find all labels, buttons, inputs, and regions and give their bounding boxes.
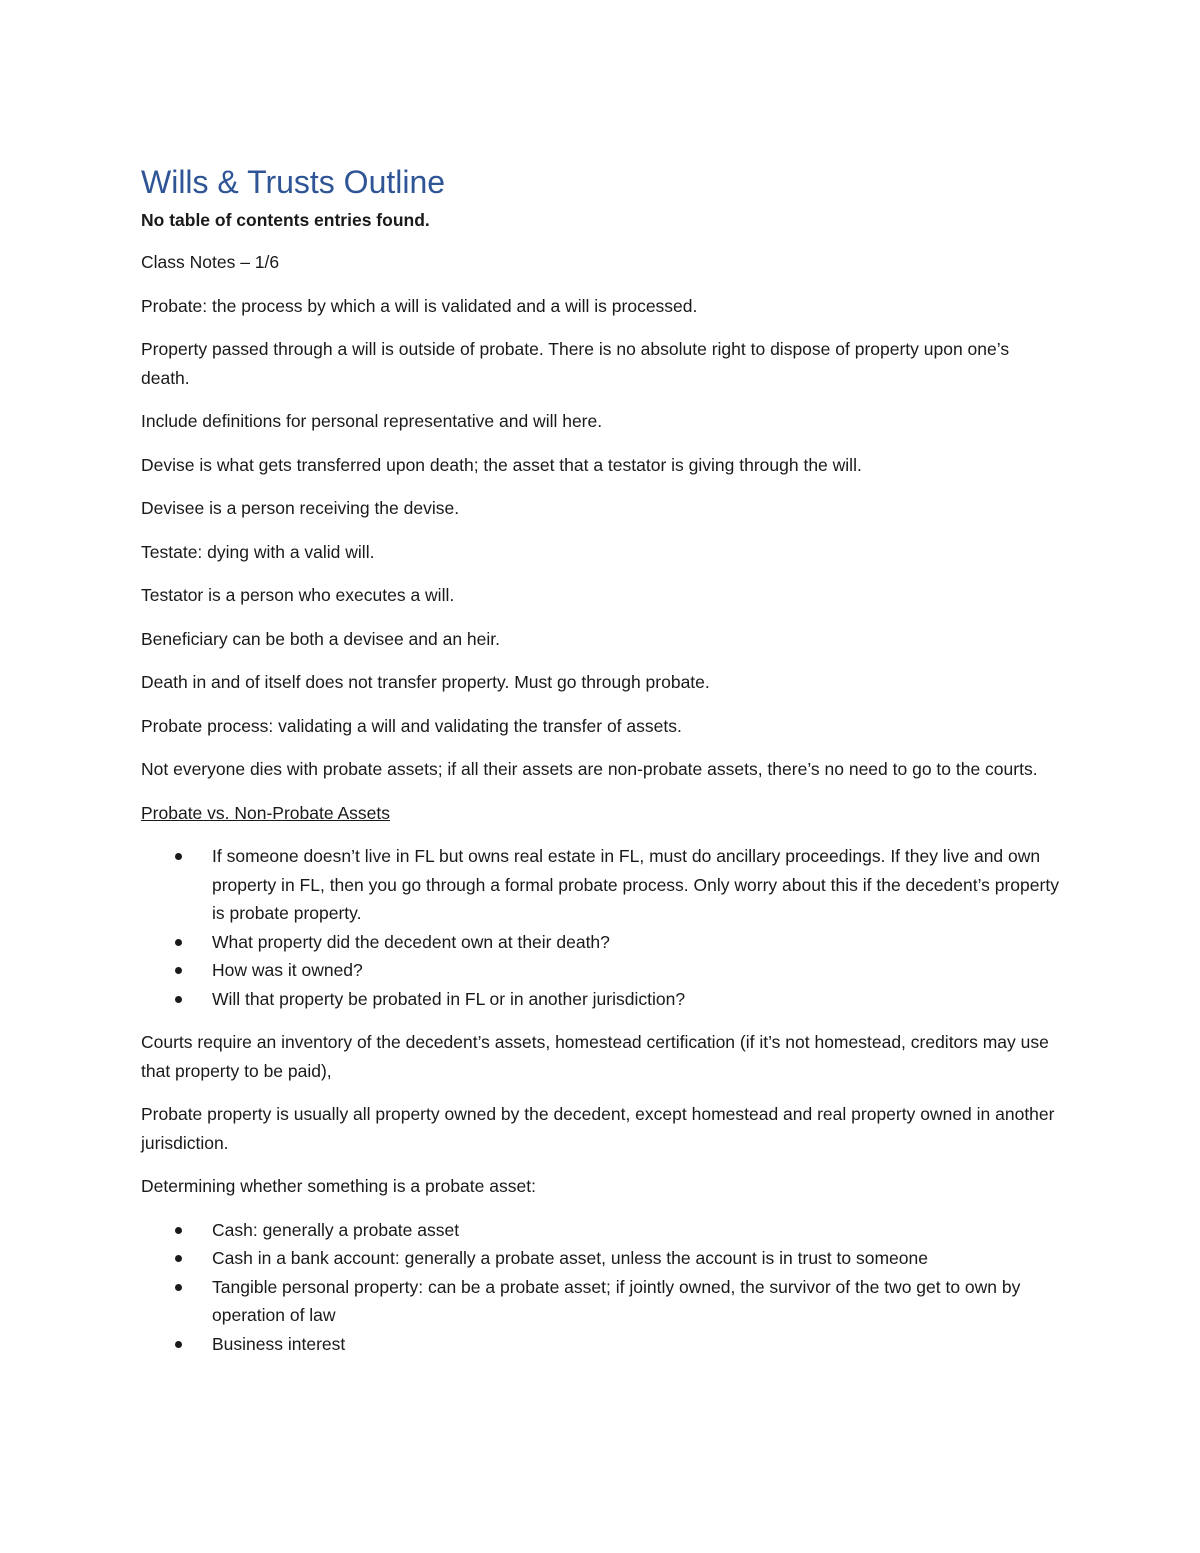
paragraph: Beneficiary can be both a devisee and an heir. — [141, 628, 500, 649]
list-item — [141, 985, 1061, 1014]
list-item — [141, 956, 1061, 985]
bullet-icon — [175, 853, 182, 860]
paragraph: Probate: the process by which a will is validated and a will is processed. — [141, 295, 698, 316]
list-item — [141, 1330, 1061, 1359]
list-item — [141, 928, 1061, 957]
paragraph: Testate: dying with a valid will. — [141, 541, 375, 562]
paragraph: Death in and of itself does not transfer property. Must go through probate. — [141, 672, 710, 692]
bullet-list — [141, 842, 1061, 1013]
list-item-text: If someone doesn’t live in FL but owns real estate in FL, must do ancillary proceedings. If they live and own property in FL, then you go through a formal probate process. Only worry about this if the decedent’s property is probate property. — [212, 846, 1059, 923]
list-item-text: Cash in a bank account: generally a probate asset, unless the account is in trust to someone — [212, 1248, 928, 1268]
paragraph: Property passed through a will is outside of probate. There is no absolute right to dispose of property upon one’s death. — [141, 339, 1010, 388]
bullet-icon — [175, 1284, 182, 1291]
list-item — [141, 1244, 1061, 1273]
bullet-icon — [175, 1341, 182, 1348]
paragraph: Courts require an inventory of the decedent’s assets, homestead certification (if it’s not homestead, creditors may use that property to be paid), — [141, 1032, 1049, 1081]
list-item — [141, 1273, 1061, 1330]
bullet-icon — [175, 996, 182, 1003]
paragraph: Class Notes – 1/6 — [141, 252, 280, 272]
section-heading: Probate vs. Non-Probate Assets — [141, 802, 391, 823]
list-item-text: Tangible personal property: can be a probate asset; if jointly owned, the survivor of the two get to own by operation of law — [212, 1276, 1021, 1325]
bullet-icon — [175, 1255, 182, 1262]
list-item-text: How was it owned? — [212, 960, 363, 980]
document-body — [141, 248, 1061, 1358]
paragraph: Devise is what gets transferred upon death; the asset that a testator is giving through the will. — [141, 454, 862, 475]
document-title: Wills & Trusts Outline — [141, 164, 446, 200]
list-item — [141, 1216, 1061, 1245]
paragraph: Determining whether something is a probate asset: — [141, 1176, 536, 1196]
list-item — [141, 842, 1061, 928]
paragraph: Probate process: validating a will and validating the transfer of assets. — [141, 715, 682, 736]
paragraph: Not everyone dies with probate assets; if all their assets are non-probate assets, there’s no need to go to the courts. — [141, 759, 1038, 779]
document-page — [141, 162, 1061, 1373]
list-item-text: Will that property be probated in FL or in another jurisdiction? — [212, 988, 686, 1009]
bullet-list — [141, 1216, 1061, 1359]
bullet-icon — [175, 967, 182, 974]
paragraph: Devisee is a person receiving the devise. — [141, 498, 460, 518]
list-item-text: What property did the decedent own at their death? — [212, 931, 610, 952]
paragraph: Testator is a person who executes a will. — [141, 585, 455, 605]
list-item-text: Business interest — [212, 1333, 346, 1354]
paragraph: Probate property is usually all property owned by the decedent, except homestead and real property owned in another jurisdiction. — [141, 1104, 1055, 1153]
paragraph: Include definitions for personal representative and will here. — [141, 411, 603, 431]
list-item-text: Cash: generally a probate asset — [212, 1219, 460, 1240]
bullet-icon — [175, 1227, 182, 1234]
bullet-icon — [175, 939, 182, 946]
toc-note: No table of contents entries found. — [141, 210, 430, 230]
